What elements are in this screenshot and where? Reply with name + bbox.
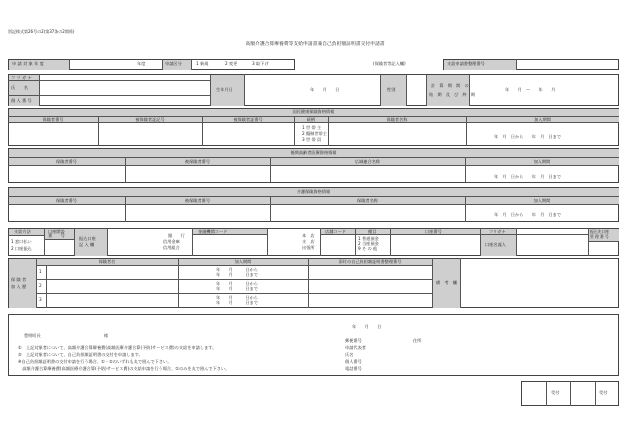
personal-number-label: 個 人 番 号 bbox=[11, 98, 32, 103]
applicant-personal-number[interactable]: 個人番号 bbox=[345, 359, 362, 364]
relation-deemed-head[interactable]: 2 擬制世帯主 bbox=[302, 131, 327, 136]
history-row-1-to[interactable]: 年 月 日まで bbox=[216, 272, 258, 277]
history-row-3-index: 3 bbox=[39, 297, 42, 302]
transfer-label-1: 振込口座 bbox=[79, 236, 96, 241]
period-label-2: 始 期 及 び 終 期 bbox=[429, 92, 476, 97]
form-number: 別記様式第26号の2(第37条の2関係) bbox=[8, 29, 75, 34]
payment-method-label: 支給方法 bbox=[14, 228, 31, 234]
applicant-postal[interactable]: 郵便番号 bbox=[345, 338, 362, 343]
payment-transfer[interactable]: 2 口座振込 bbox=[11, 246, 32, 251]
history-row-3-to[interactable]: 年 月 日まで bbox=[216, 300, 258, 305]
care-col-insurer-no: 保険者番号 bbox=[56, 198, 77, 203]
history-col-cert-no: 添付の自己負担額証明書整理番号 bbox=[338, 259, 402, 264]
year-suffix: 年度 bbox=[137, 61, 146, 66]
bank-type-shinkin[interactable]: 信用金庫 bbox=[163, 239, 180, 244]
account-type-other[interactable]: 9 そ の 他 bbox=[358, 246, 378, 251]
birthdate-field[interactable]: 年 月 日 bbox=[310, 87, 340, 92]
financial-code-label: 金融機関コード bbox=[198, 228, 228, 234]
applicant-phone[interactable]: 電話番号 bbox=[345, 366, 362, 371]
period-label-1: 計 算 期 間 の bbox=[431, 83, 469, 88]
nhi-col-card-symbol: 被保険者証記号 bbox=[135, 117, 165, 122]
history-row-2-index: 2 bbox=[39, 283, 42, 288]
history-row-2-to[interactable]: 年 月 日まで bbox=[216, 286, 258, 291]
stamp-decision: 受付 bbox=[599, 390, 608, 395]
history-row-3-from[interactable]: 年 月 日から bbox=[216, 295, 258, 300]
elder-col-insurer-no: 保険者番号 bbox=[56, 159, 77, 164]
account-type-ordinary[interactable]: 1 普通預金 bbox=[358, 236, 379, 241]
category-label: 申請区分 bbox=[165, 61, 182, 66]
elder-col-insured-no: 被保険者番号 bbox=[184, 159, 211, 164]
nhi-title: 国民健康保険資格情報 bbox=[292, 109, 335, 114]
relation-head[interactable]: 1 世 帯 主 bbox=[302, 125, 322, 130]
history-row-2-from[interactable]: 年 月 日から bbox=[216, 281, 258, 286]
bank-type-kumiai[interactable]: 信用組合 bbox=[163, 245, 180, 250]
insurer-history-label-1: 保 険 者 bbox=[11, 277, 27, 282]
elder-col-union-name: 広域連合名称 bbox=[354, 159, 381, 164]
category-new[interactable]: 1 新規 bbox=[196, 61, 209, 66]
insurer-history-label-2: 加 入 歴 bbox=[11, 284, 27, 289]
account-holder-label: 口座名義人 bbox=[485, 242, 506, 247]
care-col-insured-no: 被保険者番号 bbox=[184, 198, 211, 203]
payment-window[interactable]: 1 窓口払い bbox=[11, 239, 32, 244]
relation-member[interactable]: 3 世 帯 員 bbox=[302, 137, 322, 142]
history-row-1-index: 1 bbox=[39, 269, 42, 274]
declaration-line-3: ※自己負担額証明書の交付申請を行う場合、①・②のいずれも丸で囲んで下さい。 bbox=[18, 359, 172, 364]
addressee: 豊明町長 bbox=[24, 333, 41, 338]
applicant-representative: 申請代表者 bbox=[345, 345, 366, 350]
branch-main[interactable]: 本 店 bbox=[302, 233, 315, 238]
branch-branch[interactable]: 支 店 bbox=[302, 239, 315, 244]
history-row-1-from[interactable]: 年 月 日から bbox=[216, 267, 258, 272]
year-label: 申 請 対 象 年 度 bbox=[12, 61, 44, 66]
honorific: 様 bbox=[104, 333, 109, 338]
care-period-field[interactable]: 年 月 日から 年 月 日まで bbox=[494, 212, 562, 217]
nhi-period-field[interactable]: 年 月 日から 年 月 日まで bbox=[494, 134, 562, 139]
account-type-label: 種目 bbox=[368, 228, 377, 234]
support-number-label: 支給申請書整理番号 bbox=[447, 61, 485, 66]
elder-period-field[interactable]: 年 月 日から 年 月 日まで bbox=[494, 174, 562, 179]
declaration-line-1: ① 上記対象者について、高額介護合算療養費(高額医療介護合算(予防)サービス費)の支給を申請します。 bbox=[18, 345, 217, 350]
page-title: 高額介護合算療養費等支給申請書兼自己負担額証明書交付申請書 bbox=[245, 42, 385, 47]
declaration-line-4: 高額介護合算療養費(高額医療介護合算(予防)サービス費)の支給申請を行う場合、①のみを丸で囲んで下さい。 bbox=[18, 366, 230, 371]
branch-office[interactable]: 出張所 bbox=[302, 245, 315, 250]
declaration-line-2: ② 上記対象者について、自己負担額証明書の交付を申請します。 bbox=[18, 352, 143, 357]
nhi-col-period: 加入期間 bbox=[534, 117, 551, 122]
category-change[interactable]: 2 変更 bbox=[225, 61, 238, 66]
furigana-label: フ リ ガ ナ bbox=[11, 75, 32, 80]
gender-label: 性別 bbox=[387, 87, 396, 92]
insurer-code-label-1: 振込先口座 bbox=[590, 229, 609, 234]
history-col-period: 加入期間 bbox=[234, 259, 252, 264]
stamp-received: 受付 bbox=[551, 390, 560, 395]
declaration-date[interactable]: 年 月 日 bbox=[352, 324, 382, 329]
account-type-current[interactable]: 2 当座預金 bbox=[358, 241, 379, 246]
elder-title: 後期高齢者医療資格情報 bbox=[290, 150, 337, 155]
transfer-label-2: 記 入 欄 bbox=[79, 242, 95, 247]
remarks-label: 備 考 欄 bbox=[436, 280, 457, 285]
account-label-2: 番 号 bbox=[48, 233, 65, 238]
elder-col-period: 加入期間 bbox=[533, 159, 551, 164]
care-col-insurer-name: 保険者名称 bbox=[357, 198, 378, 203]
applicant-address[interactable]: 住所 bbox=[413, 338, 422, 343]
nhi-col-card-number: 被保険者証番号 bbox=[233, 117, 263, 122]
name-label: 氏 名 bbox=[11, 85, 28, 90]
branch-code-label: 店舗コード bbox=[325, 228, 346, 234]
account-label-1: 口座開設 bbox=[48, 228, 65, 234]
insurer-code-label-2: 管 理 番 号 bbox=[590, 234, 609, 239]
birthdate-label: 生年月日 bbox=[216, 87, 233, 92]
holder-furigana-label: フリガナ bbox=[489, 228, 506, 234]
category-withdraw[interactable]: 3 取下げ bbox=[252, 61, 269, 66]
calc-period-field[interactable]: 年 月 ～ 年 月 bbox=[505, 87, 556, 92]
nhi-col-insurer-name: 保険者名称 bbox=[386, 117, 408, 122]
history-col-name: 保険者名 bbox=[98, 259, 116, 264]
nhi-col-insurer-no: 保険者番号 bbox=[42, 117, 64, 122]
nhi-col-relation: 続柄 bbox=[306, 117, 316, 122]
bank-type-bank[interactable]: 銀 行 bbox=[168, 233, 185, 238]
care-col-period: 加入期間 bbox=[533, 198, 551, 203]
applicant-name[interactable]: 氏名 bbox=[345, 352, 354, 357]
account-number-label: 口座番号 bbox=[425, 228, 442, 234]
care-title: 介護保険資格情報 bbox=[296, 189, 331, 194]
insurer-entry-note: (保険者等記入欄) bbox=[373, 61, 406, 66]
